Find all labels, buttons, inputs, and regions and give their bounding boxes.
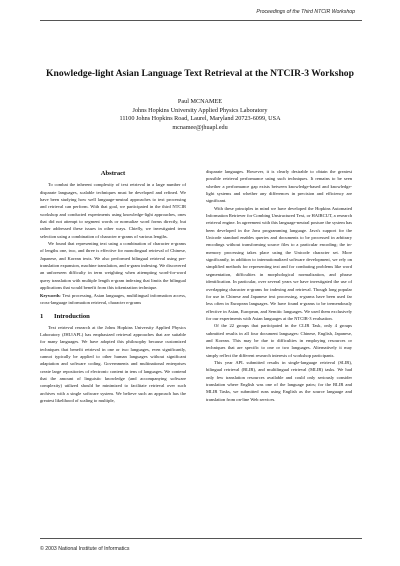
footer-copyright: © 2003 National Institute of Informatics [40, 546, 130, 552]
body-paragraph-1: disparate languages. However, it is clearly desirable to obtain the greatest possible retrieval performance using such techniques. It remains to be seen whether a performance gap exists between knowledge-based and knowledge-light systems and whether any differences in precision and efficiency are significant. [206, 169, 352, 204]
keywords-text: : Text processing, Asian languages, multilingual information access, cross-language information retrieval, character n-grams [40, 292, 186, 305]
section-title: Introduction [54, 313, 90, 321]
author-block [0, 98, 400, 132]
author-name: Paul MCNAMEE [177, 98, 223, 105]
introduction-heading [40, 313, 186, 320]
left-column [40, 170, 186, 404]
section-number: 1 [40, 313, 44, 321]
body-paragraph-2: With these principles in mind we have developed the Hopkins Automated Information Retriever for Combing Unstructured Text, or HAIRCUT, a research retrieval engine. In agreement with this language-neutral posture the system has been developed in the Java programming language. Java's support for the Unicode standard enables queries and documents to be processed in arbitrary encodings without transforming source files to a particular encoding; the in-memory processing takes place using the Unicode character set. More significantly, in addition to internationalized software development, we rely on simplified methods for representing text and for combating problems like word segmentation, difficulties in morphological normalization, and phrase identification. In particular, over several years we have investigated the use of overlapping character n-grams for indexing and retrieval. Though long popular for use in Chinese and Japanese text processing, n-grams have been used far less often in European languages. We have found n-grams to be tremendously effective in Asian, European, and Semitic languages. We used them exclusively for our experiments with Asian languages at the NTCIR-3 evaluation. [206, 205, 352, 321]
body-paragraph-3: Of the 22 groups that participated in the CLIR Task, only 4 groups submitted results in all four document languages: Chinese, English, Japanese, and Korean. This may be due to difficulties in employing resources or techniques that are specific to one or two languages. Alternatively it may simply reflect the different research interests of workshop participants. [206, 323, 352, 358]
running-header: Proceedings of the Third NTCIR Workshop [256, 9, 355, 15]
abstract-paragraph-2: We found that representing text using a combination of character n-grams of lengths one, two, and three is effective for monolingual retrieval of Chinese, Japanese, and Korean texts. We also performed bilingual retrieval using pre-translation expansion, machine translation, and n-gram indexing. We discovered an unforeseen difficulty in term weighting when attempting word-for-word query translation with multiple length n-gram indexing that limits the bilingual applications that would benefit from this tokenization technique. [40, 241, 186, 291]
author-address: 11100 Johns Hopkins Road, Laurel, Maryland 20723-6099, USA [119, 115, 281, 123]
introduction-paragraph-1: Text retrieval research at the Johns Hopkins University Applied Physics Laboratory (JHU/APL) has emphasized retrieval approaches that are suitable for many languages. We have adopted this philosophy because customized techniques that benefit retrieval in one or two languages, even significantly, cannot typically be applied to other human languages without significant adaptation and software coding. Governments and multinational enterprises create large repositories of electronic content in tens of languages. We contend that the amount of linguistic knowledge (and accompanying software complexity) utilized should be minimized to facilitate retrieval over such archives with a single software system. We believe such an approach has the greatest likelihood of scaling to multiple, [40, 324, 186, 403]
abstract-paragraph-1: To combat the inherent complexity of text retrieval in a large number of disparate languages, scalable techniques must be developed and refined. We have been studying how well language-neutral approaches to text processing and retrieval can perform. With that goal, we participated in the third NTCIR workshop and conducted experiments using knowledge-light approaches, ones that did not attempt to segment words or normalize word forms directly, but rather addressed these issues in other ways. Chiefly, we investigated term selection using a combination of character n-grams of various lengths. [40, 182, 186, 239]
paper-title: Knowledge-light Asian Language Text Retrieval at the NTCIR-3 Workshop [46, 68, 354, 79]
footer-divider [40, 538, 362, 539]
body-paragraph-4: This year APL submitted results in single-language retrieval (SLIR), bilingual retrieval (BLIR), and multilingual retrieval (MLIR) tasks. We had only few translation resources available and could only seriously consider translation where English was one of the language pairs; for the BLIR and MLIR Tasks, we submitted runs using English as the source language and translation from on-line Web services. [206, 359, 352, 402]
header-divider [40, 20, 362, 21]
abstract-heading: Abstract [100, 170, 126, 177]
author-email: mcnamee@jhuapl.edu [172, 123, 228, 131]
keywords [40, 292, 186, 307]
right-column [206, 168, 352, 403]
keywords-label: Keywords [40, 292, 60, 298]
author-affiliation: Johns Hopkins University Applied Physics Laboratory [132, 106, 268, 114]
